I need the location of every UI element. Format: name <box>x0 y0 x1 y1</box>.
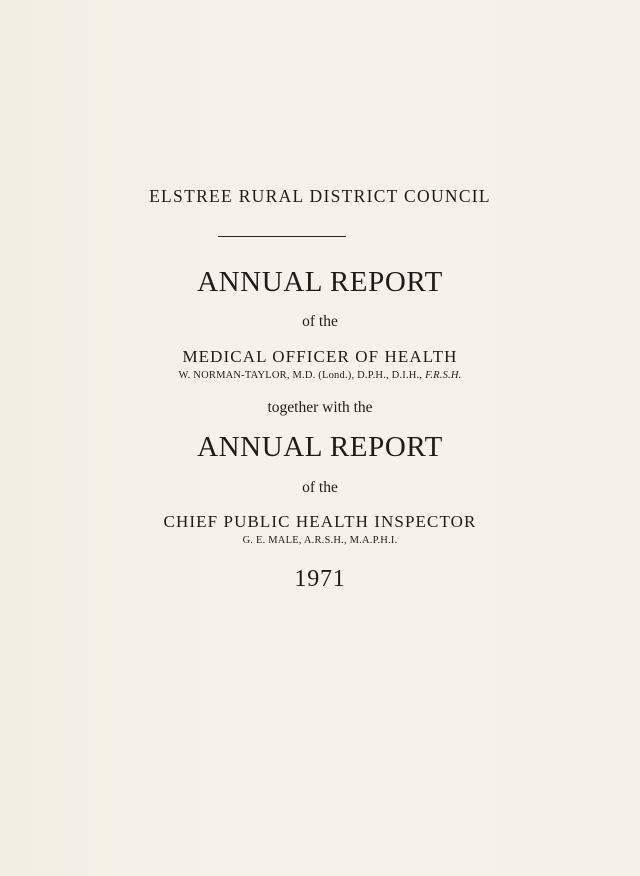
medical-officer-heading: MEDICAL OFFICER OF HEALTH <box>182 347 458 366</box>
annual-report-title: ANNUAL REPORT <box>197 266 443 298</box>
divider-rule <box>218 236 346 237</box>
report-year: 1971 <box>294 566 346 592</box>
officer-credentials-main: W. NORMAN-TAYLOR, M.D. (Lond.), D.P.H., D.I.H., <box>178 370 423 381</box>
officer-credentials-italic: F.R.S.H. <box>425 370 462 381</box>
medical-officer-credentials <box>0 370 640 381</box>
council-name: ELSTREE RURAL DISTRICT COUNCIL <box>149 186 491 206</box>
of-the-text: of the <box>302 313 338 330</box>
annual-report-title-second: ANNUAL REPORT <box>197 431 443 463</box>
of-the-text-second: of the <box>302 479 338 496</box>
chief-inspector-credentials: G. E. MALE, A.R.S.H., M.A.P.H.I. <box>242 535 398 546</box>
together-with-text: together with the <box>267 399 373 416</box>
chief-inspector-heading: CHIEF PUBLIC HEALTH INSPECTOR <box>163 512 477 531</box>
